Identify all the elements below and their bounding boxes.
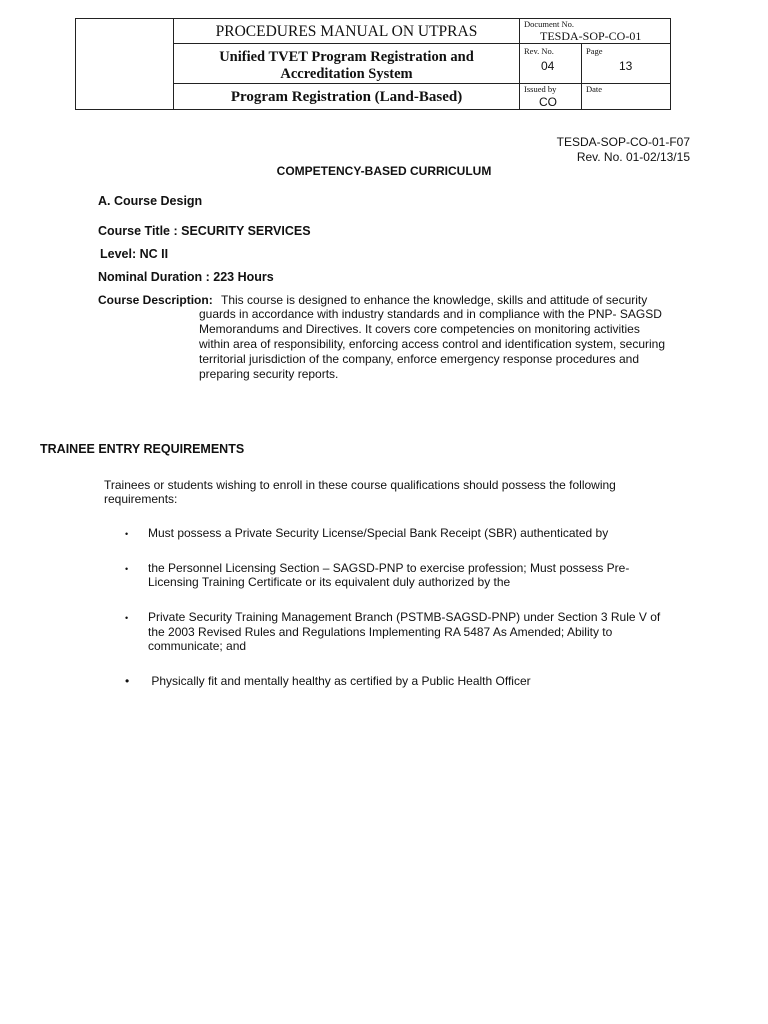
bullet-icon: • (125, 564, 129, 574)
manual-title: PROCEDURES MANUAL ON UTPRAS (215, 23, 478, 40)
requirement-item: the 2003 Revised Rules and Regulations Implementing RA 5487 As Amended; Ability to (148, 625, 613, 639)
entry-requirements-heading: TRAINEE ENTRY REQUIREMENTS (40, 442, 245, 456)
course-description-label: Course Description: (98, 293, 213, 307)
requirement-item: communicate; and (148, 639, 247, 653)
course-description-line: territorial jurisdiction of the company, enforce emergency response procedures and (199, 352, 640, 366)
system-title (174, 49, 519, 83)
nominal-duration: Nominal Duration : 223 Hours (98, 270, 274, 284)
requirement-item: Licensing Training Certificate or its equivalent duly authorized by the (148, 575, 511, 589)
doc-no-label: Document No. (524, 19, 575, 29)
issued-by-label: Issued by (524, 84, 557, 94)
requirement-item: Physically fit and mentally healthy as certified by a Public Health Officer (148, 674, 531, 688)
course-description-line: Memorandums and Directives. It covers core competencies on monitoring activities (199, 322, 640, 336)
rev-no-label: Rev. No. (524, 46, 554, 56)
system-title-line1: Unified TVET Program Registration and (219, 49, 474, 65)
requirement-item: Private Security Training Management Branch (PSTMB-SAGSD-PNP) under Section 3 Rule V of (148, 610, 661, 624)
entry-intro-line: Trainees or students wishing to enroll in these course qualifications should possess the following (104, 478, 616, 492)
bullet-icon: • (125, 674, 130, 688)
bullet-icon: • (125, 529, 129, 539)
bullet-icon: • (125, 613, 129, 623)
page-value: 13 (619, 59, 633, 73)
document-title: COMPETENCY-BASED CURRICULUM (276, 164, 492, 178)
requirement-item: the Personnel Licensing Section – SAGSD-PNP to exercise profession; Must possess Pre- (148, 561, 630, 575)
course-description-line: preparing security reports. (199, 367, 339, 381)
program-title: Program Registration (Land-Based) (230, 89, 463, 105)
requirement-item: Must possess a Private Security License/Special Bank Receipt (SBR) authenticated by (148, 526, 609, 540)
course-design-heading: A. Course Design (98, 194, 203, 208)
course-description-line: This course is designed to enhance the knowledge, skills and attitude of security (221, 293, 648, 307)
form-revision: Rev. No. 01-02/13/15 (576, 150, 690, 164)
system-title-line2: Accreditation System (280, 66, 413, 82)
form-code: TESDA-SOP-CO-01-F07 (556, 135, 690, 149)
entry-intro-line: requirements: (104, 492, 178, 506)
course-title: Course Title : SECURITY SERVICES (98, 224, 311, 238)
course-description-line: within area of responsibility, enforcing access control and identification system, securing (199, 337, 666, 351)
issued-by-value: CO (539, 95, 557, 109)
doc-no-value: TESDA-SOP-CO-01 (540, 29, 642, 43)
course-description-line: guards in accordance with industry standards and in compliance with the PNP- SAGSD (199, 307, 662, 321)
course-level: Level: NC II (100, 247, 169, 261)
rev-no-value: 04 (541, 59, 555, 73)
page-label: Page (586, 46, 603, 56)
date-label: Date (586, 84, 603, 94)
header-table (75, 18, 671, 110)
